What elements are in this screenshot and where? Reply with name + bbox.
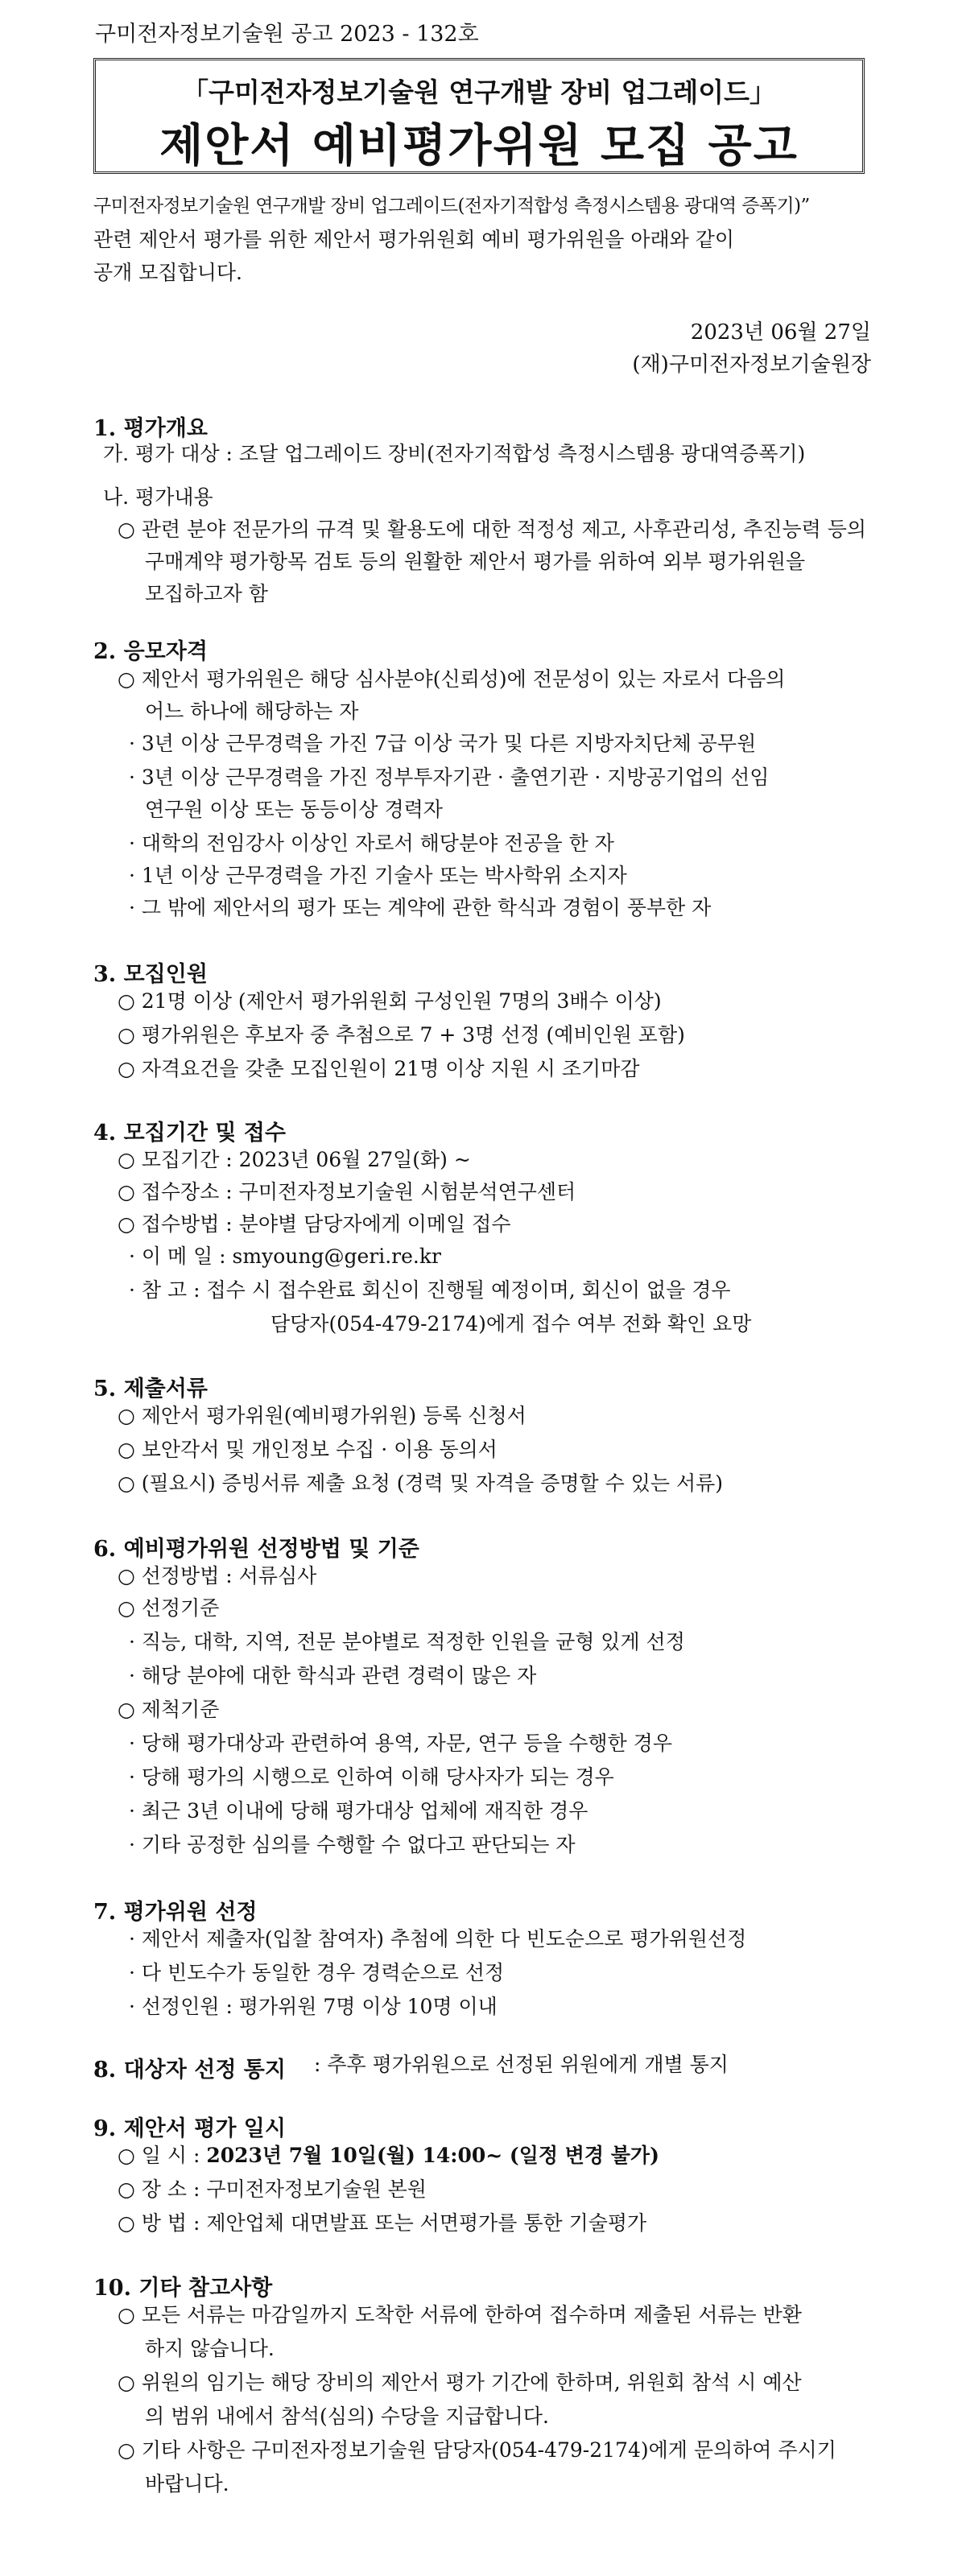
list-item: · 당해 평가대상과 관련하여 용역, 자문, 연구 등을 수행한 경우 [129, 1732, 672, 1755]
list-item: · 그 밖에 제안서의 평가 또는 계약에 관한 학식과 경험이 풍부한 자 [129, 896, 712, 919]
list-item: · 참 고 : 접수 시 접수완료 회신이 진행될 예정이며, 회신이 없을 경우 [129, 1278, 731, 1302]
list-item: 가. 평가 대상 : 조달 업그레이드 장비(전자기적합성 측정시스템용 광대역증폭기) [103, 442, 806, 465]
list-item: ○ 제안서 평가위원은 해당 심사분야(신뢰성)에 전문성이 있는 자로서 다음의 [118, 667, 786, 691]
section-9-heading: 9. 제안서 평가 일시 [93, 2116, 286, 2141]
list-item-continued: 연구원 이상 또는 동등이상 경력자 [145, 798, 443, 821]
section-6-heading: 6. 예비평가위원 선정방법 및 기준 [93, 1537, 419, 1562]
list-item-continued: 어느 하나에 해당하는 자 [145, 700, 359, 723]
list-item: ○ 관련 분야 전문가의 규격 및 활용도에 대한 적정성 제고, 사후관리성, 추진능력 등의 [118, 518, 867, 541]
list-item: ○ 방 법 : 제안업체 대면발표 또는 서면평가를 통한 기술평가 [118, 2211, 647, 2235]
list-item: ○ (필요시) 증빙서류 제출 요청 (경력 및 자격을 증명할 수 있는 서류) [118, 1472, 723, 1495]
list-item: · 다 빈도수가 동일한 경우 경력순으로 선정 [129, 1961, 505, 1984]
notice-date: 2023년 06월 27일 [690, 320, 871, 345]
section-8-heading: 8. 대상자 선정 통지 [93, 2058, 286, 2083]
intro-line: 구미전자정보기술원 연구개발 장비 업그레이드(전자기적합성 측정시스템용 광대역 증폭기)” [93, 196, 810, 217]
list-item-continued: 의 범위 내에서 참석(심의) 수당을 지급합니다. [145, 2405, 549, 2428]
list-item-continued: 구매계약 평가항목 검토 등의 원활한 제안서 평가를 위하여 외부 평가위원을 [145, 550, 806, 573]
schedule-label: ○ 일 시 : [118, 2144, 200, 2167]
title-box [93, 58, 865, 174]
list-item: ○ 제척기준 [118, 1698, 220, 1721]
list-item: · 당해 평가의 시행으로 인하여 이해 당사자가 되는 경우 [129, 1765, 614, 1789]
list-item-continued: 바랍니다. [145, 2472, 229, 2496]
list-item: ○ 장 소 : 구미전자정보기술원 본원 [118, 2178, 427, 2201]
notice-number: 구미전자정보기술원 공고 2023 - 132호 [95, 22, 479, 47]
list-item: · 3년 이상 근무경력을 가진 정부투자기관 · 출연기관 · 지방공기업의 선임 [129, 766, 770, 789]
section-10-heading: 10. 기타 참고사항 [93, 2276, 273, 2301]
list-item: · 제안서 제출자(입찰 참여자) 추첨에 의한 다 빈도순으로 평가위원선정 [129, 1927, 747, 1951]
list-item: ○ 기타 사항은 구미전자정보기술원 담당자(054-479-2174)에게 문의하여 주시기 [118, 2438, 836, 2462]
list-item: ○ 21명 이상 (제안서 평가위원회 구성인원 7명의 3배수 이상) [118, 989, 662, 1013]
list-item: ○ 평가위원은 후보자 중 추첨으로 7 + 3명 선정 (예비인원 포함) [118, 1023, 685, 1046]
list-item: · 선정인원 : 평가위원 7명 이상 10명 이내 [129, 1995, 498, 2018]
schedule-datetime: 2023년 7월 10일(월) 14:00~ (일정 변경 불가) [206, 2144, 659, 2167]
list-item: · 1년 이상 근무경력을 가진 기술사 또는 박사학위 소지자 [129, 864, 627, 887]
list-item: ○ 선정기준 [118, 1596, 220, 1620]
issuer-name: (재)구미전자정보기술원장 [632, 353, 871, 377]
list-item: · 3년 이상 근무경력을 가진 7급 이상 국가 및 다른 지방자치단체 공무원 [129, 732, 757, 755]
list-item: ○ 보안각서 및 개인정보 수집 · 이용 동의서 [118, 1438, 498, 1461]
list-item: ○ 모집기간 : 2023년 06월 27일(화) ~ [118, 1148, 471, 1171]
section-3-heading: 3. 모집인원 [93, 962, 208, 987]
list-item: ○ 위원의 임기는 해당 장비의 제안서 평가 기간에 한하며, 위원회 참석 시 예산 [118, 2371, 802, 2394]
list-item: · 직능, 대학, 지역, 전문 분야별로 적정한 인원을 균형 있게 선정 [129, 1630, 685, 1653]
section-5-heading: 5. 제출서류 [93, 1377, 208, 1402]
list-item [118, 2144, 659, 2168]
section-7-heading: 7. 평가위원 선정 [93, 1900, 258, 1925]
list-item: · 대학의 전임강사 이상인 자로서 해당분야 전공을 한 자 [129, 832, 614, 855]
list-item: ○ 자격요건을 갖춘 모집인원이 21명 이상 지원 시 조기마감 [118, 1057, 640, 1080]
intro-paragraph [93, 190, 866, 289]
section-1-heading: 1. 평가개요 [93, 416, 208, 441]
list-item: · 이 메 일 : smyoung@geri.re.kr [129, 1245, 441, 1268]
list-item: 나. 평가내용 [103, 485, 213, 509]
section-4-heading: 4. 모집기간 및 접수 [93, 1121, 286, 1146]
section-8-text: : 추후 평가위원으로 선정된 위원에게 개별 통지 [314, 2053, 729, 2076]
intro-line: 관련 제안서 평가를 위한 제안서 평가위원회 예비 평가위원을 아래와 같이 [93, 228, 735, 251]
list-item: · 최근 3년 이내에 당해 평가대상 업체에 재직한 경우 [129, 1799, 588, 1823]
notice-subtitle: 「구미전자정보기술원 연구개발 장비 업그레이드」 [181, 76, 777, 108]
list-item: ○ 모든 서류는 마감일까지 도착한 서류에 한하여 접수하며 제출된 서류는 반환 [118, 2303, 802, 2326]
list-item-continued: 담당자(054-479-2174)에게 접수 여부 전화 확인 요망 [270, 1312, 752, 1335]
list-item-continued: 모집하고자 함 [145, 582, 268, 605]
list-item-continued: 하지 않습니다. [145, 2337, 275, 2360]
list-item: ○ 제안서 평가위원(예비평가위원) 등록 신청서 [118, 1404, 526, 1427]
notice-title: 제안서 예비평가위원 모집 공고 [159, 119, 799, 172]
list-item: ○ 접수장소 : 구미전자정보기술원 시험분석연구센터 [118, 1180, 576, 1203]
list-item: · 해당 분야에 대한 학식과 관련 경력이 많은 자 [129, 1664, 537, 1687]
list-item: ○ 선정방법 : 서류심사 [118, 1564, 317, 1587]
list-item: · 기타 공정한 심의를 수행할 수 없다고 판단되는 자 [129, 1833, 576, 1856]
section-2-heading: 2. 응모자격 [93, 639, 208, 664]
intro-line: 공개 모집합니다. [93, 261, 242, 284]
list-item: ○ 접수방법 : 분야별 담당자에게 이메일 접수 [118, 1212, 511, 1236]
